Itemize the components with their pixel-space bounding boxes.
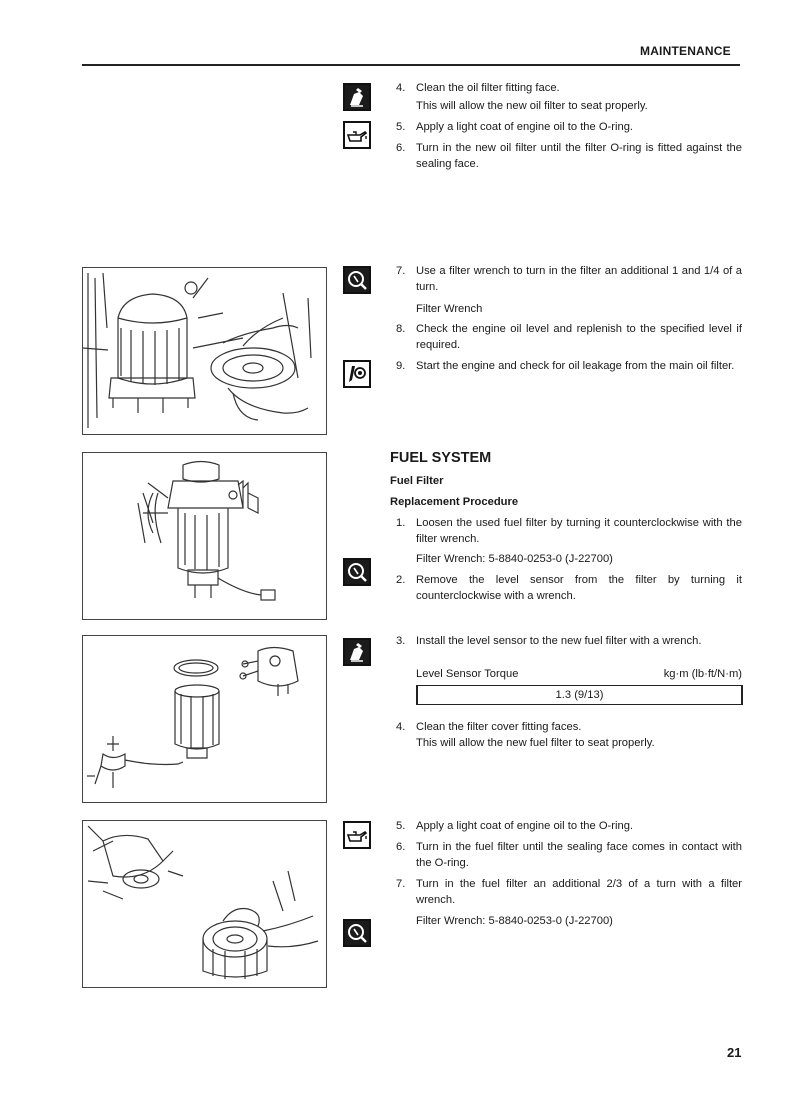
fuel-step-4-note: This will allow the new fuel filter to seat properly. [416,737,655,749]
fuel-system-heading: FUEL SYSTEM [390,450,492,466]
fuel-filter-subheading: Fuel Filter [390,475,444,487]
replacement-procedure-heading: Replacement Procedure [390,496,519,508]
page-number: 21 [727,1045,742,1060]
oil-step-7-note: Filter Wrench [416,303,483,315]
fuel-step-7-note: Filter Wrench: 5-8840-0253-0 (J-22700) [416,915,613,927]
torque-label: Level Sensor Torque [416,668,519,680]
fuel-filter-assembly-figure [82,452,327,620]
torque-value: 1.3 (9/13) [555,689,604,701]
special-tool-icon [343,266,371,294]
oil-filter-wrench-figure [82,267,327,435]
header-rule [82,64,740,66]
fuel-step-1-note: Filter Wrench: 5-8840-0253-0 (J-22700) [416,553,613,565]
special-tool-icon [343,919,371,947]
fuel-filter-install-figure [82,820,327,988]
oil-step-4-note: This will allow the new oil filter to seat properly. [416,100,648,112]
torque-unit: kg·m (lb·ft/N·m) [663,668,742,680]
clean-icon [343,638,371,666]
fuel-filter-parts-figure [82,635,327,803]
section-header: MAINTENANCE [640,44,731,58]
oil-can-icon [343,121,371,149]
torque-value-box [416,685,743,705]
clean-icon [343,83,371,111]
oil-can-icon [343,821,371,849]
start-engine-icon [343,360,371,388]
special-tool-icon [343,558,371,586]
